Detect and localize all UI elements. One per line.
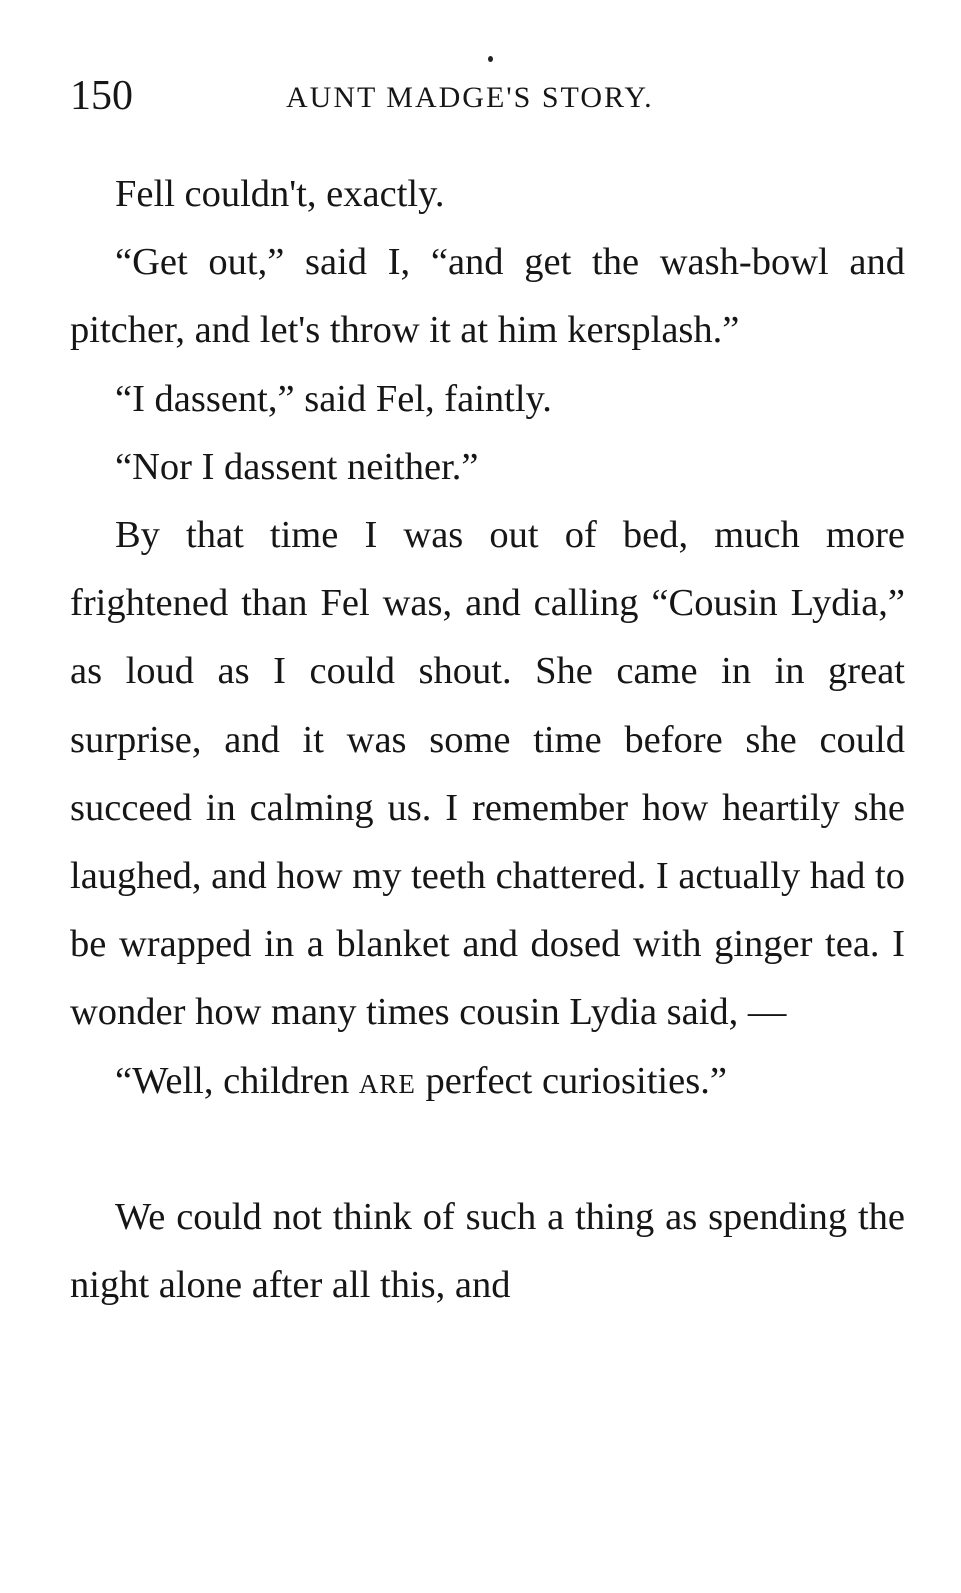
- paragraph: By that time I was out of bed, much more frightened than Fel was, and calling “Cousin Lydia,” as loud as I could shout. She came in in great surprise, and it was some time before she could succeed in calming us. I remember how heartily she laughed, and how my teeth chattered. I actually had to be wrapped in a blanket and dosed with ginger tea. I wonder how many times cousin Lydia said, —: [70, 514, 905, 1034]
- quote-paragraph: [70, 1047, 905, 1115]
- paragraph: “Nor I dassent neither.”: [115, 445, 479, 488]
- ink-dot: [488, 56, 493, 62]
- quote-after: perfect curiosities.”: [415, 1059, 727, 1102]
- paragraph: We could not think of such a thing as spending the night alone after all this, and: [70, 1195, 905, 1307]
- paragraph: “I dassent,” said Fel, faintly.: [115, 377, 552, 420]
- quote-before: “Well, children: [115, 1059, 359, 1102]
- quote-emphasis: are: [358, 1059, 416, 1102]
- running-head: [70, 72, 900, 120]
- body-text: [70, 160, 905, 1319]
- paragraph: Fell couldn't, exactly.: [115, 173, 445, 215]
- running-title: AUNT MADGE'S STORY.: [286, 81, 654, 114]
- paragraph: “Get out,” said I, “and get the wash-bowl and pitcher, and let's throw it at him kersplash.”: [70, 241, 905, 352]
- page-number: 150: [70, 73, 133, 119]
